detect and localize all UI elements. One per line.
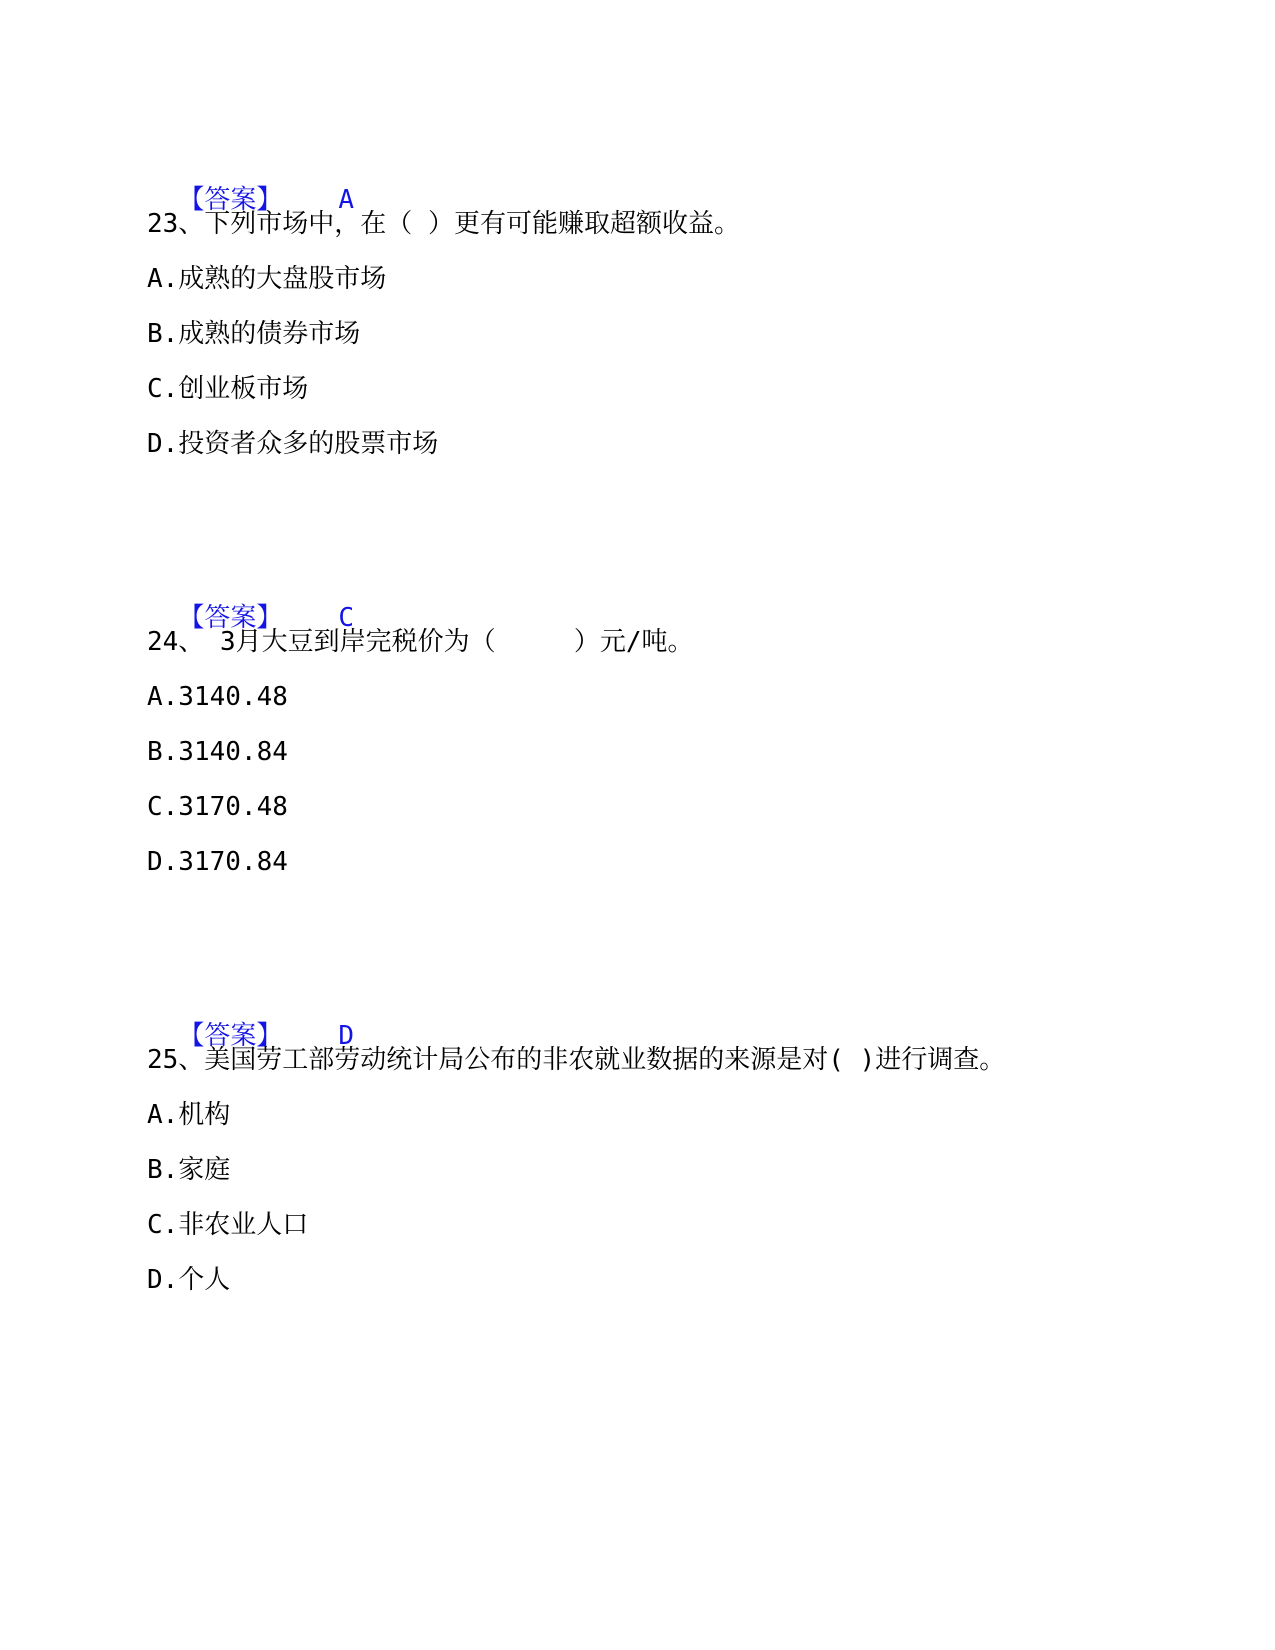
answer-label: 【答案】 [178,603,283,633]
option-24-c: C.3170.48 [147,792,288,822]
answer-value: D [338,1021,354,1051]
question-23: 23、下列市场中，在（ ）更有可能赚取超额收益。 [147,209,740,239]
answer-label: 【答案】 [178,1021,283,1051]
option-23-c: C.创业板市场 [147,374,309,404]
question-25: 25、美国劳工部劳动统计局公布的非农就业数据的来源是对( )进行调查。 [147,1045,1006,1075]
answer-line-1 [147,152,354,216]
answer-line-3 [147,988,354,1052]
option-25-d: D.个人 [147,1265,231,1295]
question-24: 24、 3月大豆到岸完税价为（ ）元/吨。 [147,627,694,657]
option-23-b: B.成熟的债券市场 [147,319,361,349]
answer-value: C [338,603,354,633]
option-23-a: A.成熟的大盘股市场 [147,264,387,294]
option-25-c: C.非农业人口 [147,1210,309,1240]
option-24-d: D.3170.84 [147,847,288,877]
answer-line-2 [147,570,354,634]
answer-value: A [338,185,354,215]
option-25-b: B.家庭 [147,1155,231,1185]
option-25-a: A.机构 [147,1100,231,1130]
option-24-b: B.3140.84 [147,737,288,767]
answer-label: 【答案】 [178,185,283,215]
option-23-d: D.投资者众多的股票市场 [147,429,439,459]
option-24-a: A.3140.48 [147,682,288,712]
